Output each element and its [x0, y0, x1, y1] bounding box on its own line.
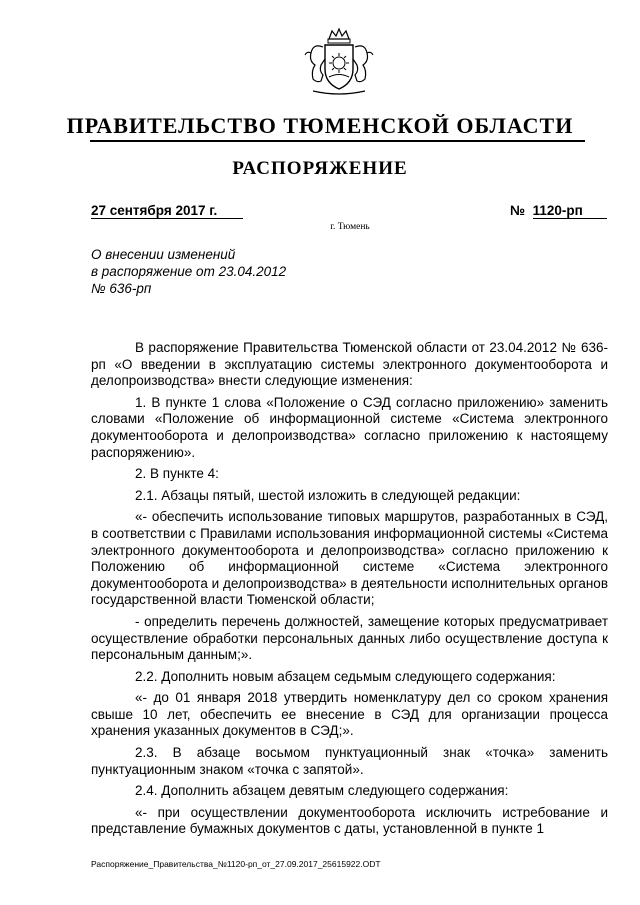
body-paragraph: - определить перечень должностей, замещение которых предусматривает осуществление обработки персональных данных либо осуществление доступа к персональным данным;». — [91, 613, 608, 663]
document-number — [510, 203, 607, 218]
body-paragraph: 2.1. Абзацы пятый, шестой изложить в следующей редакции: — [135, 487, 521, 503]
document-subject — [91, 246, 286, 297]
body-paragraph: «- обеспечить использование типовых маршрутов, разработанных в СЭД, в соответствии с Правилами использования информационной системы «Система электронного документооборота и делопроизводства» согласно приложению к Положению об информационной системе «Система электронного документооборота и делопроизводства» в деятельности исполнительных органов государственной власти Тюменской области; — [91, 509, 608, 608]
document-date: 27 сентября 2017 г. — [91, 203, 243, 219]
body-paragraph: 2. В пункте 4: — [135, 466, 219, 482]
document-body — [91, 340, 608, 843]
body-paragraph: 1. В пункте 1 слова «Положение о СЭД согласно приложению» заменить словами «Положение об информационной системе «Система электронного документооборота и делопроизводства» согласно приложению к настоящему распоряжению». — [91, 394, 608, 460]
footer-filename: Распоряжение_Правительства_№1120-рп_от_27.09.2017_25615922.ODT — [91, 859, 381, 869]
subject-line: О внесении изменений — [91, 247, 236, 262]
body-paragraph: 2.2. Дополнить новым абзацем седьмым следующего содержания: — [135, 668, 556, 684]
city-label: г. Тюмень — [330, 222, 370, 232]
document-type: РАСПОРЯЖЕНИЕ — [232, 158, 408, 179]
number-value: 1120-рп — [533, 203, 607, 219]
body-paragraph: В распоряжение Правительства Тюменской области от 23.04.2012 № 636-рп «О введении в эксплуатацию системы электронного документооборота и делопроизводства» внести следующие изменения: — [91, 340, 608, 389]
government-title: ПРАВИТЕЛЬСТВО ТЮМЕНСКОЙ ОБЛАСТИ — [66, 113, 574, 138]
body-paragraph: 2.3. В абзаце восьмом пунктуационный знак «точка» заменить пунктуационным знаком «точка с запятой». — [91, 745, 608, 777]
subject-line: № 636-рп — [91, 281, 152, 296]
coat-of-arms-icon — [299, 25, 379, 100]
number-label: № — [510, 203, 526, 218]
body-paragraph: 2.4. Дополнить абзацем девятым следующего содержания: — [135, 783, 509, 799]
body-paragraph: «- до 01 января 2018 утвердить номенклатуру дел со сроком хранения свыше 10 лет, обеспечить ее внесение в СЭД для организации процесса хранения указанных документов в СЭД;». — [91, 690, 608, 739]
subject-line: в распоряжение от 23.04.2012 — [91, 264, 287, 279]
header-divider — [90, 140, 585, 142]
body-paragraph: «- при осуществлении документооборота исключить истребование и представление бумажных документов с даты, установленной в пункте 1 — [91, 804, 608, 837]
